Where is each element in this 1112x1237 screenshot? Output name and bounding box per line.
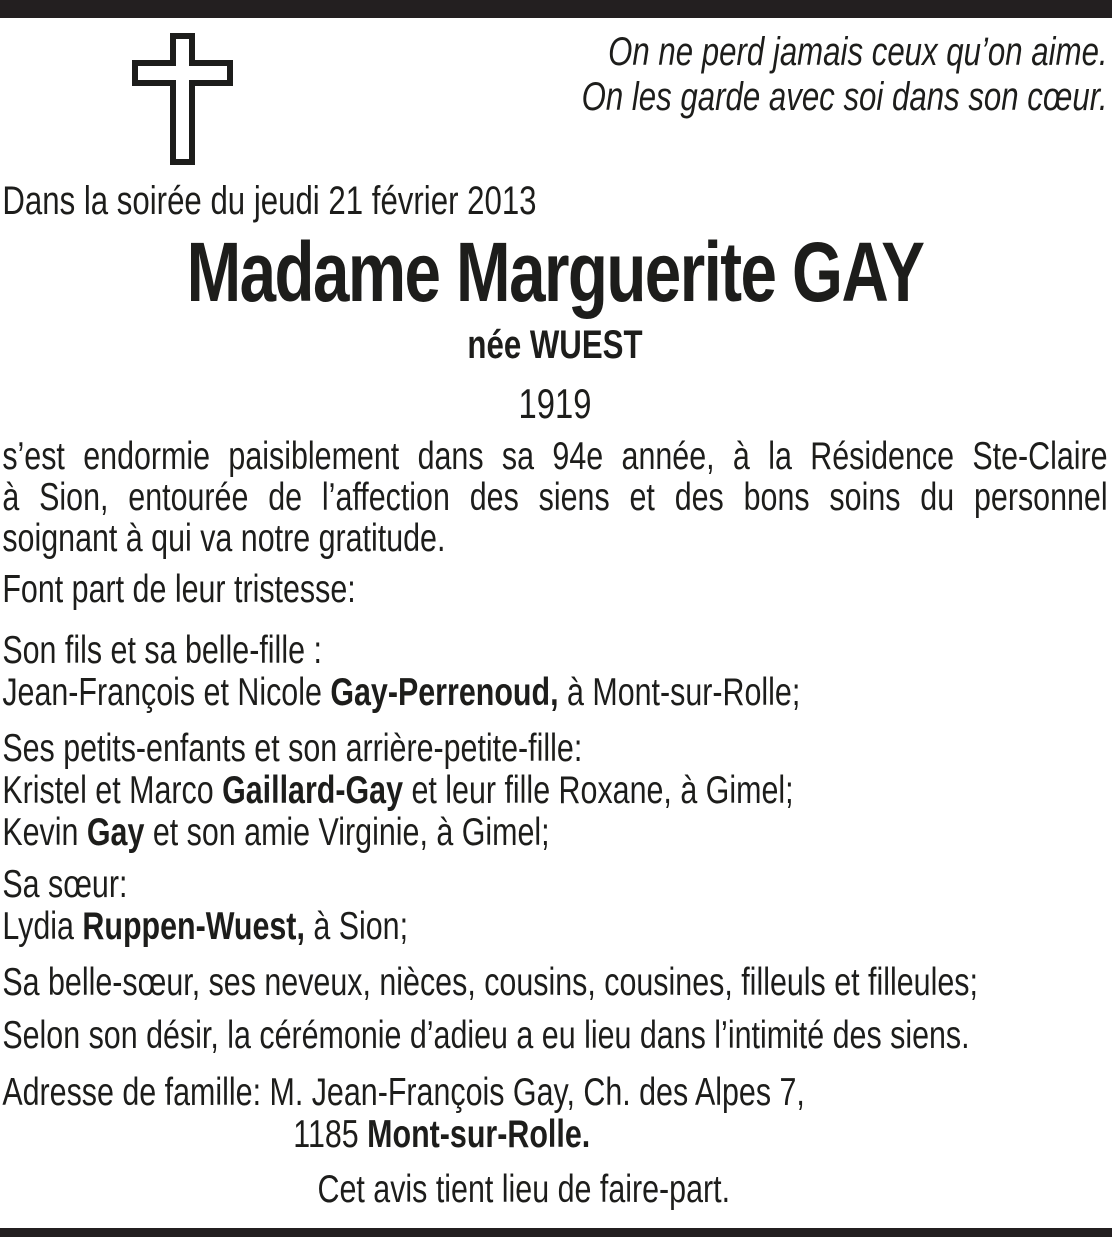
sister-names-line: Lydia Ruppen-Wuest, à Sion; xyxy=(2,905,409,948)
son-names-line: Jean-François et Nicole Gay-Perrenoud, à Mont-sur-Rolle; xyxy=(2,671,801,714)
deceased-name: Madame Marguerite GAY xyxy=(186,225,924,319)
sister-section xyxy=(2,864,1107,948)
intro-line-1: s’est endormie paisiblement dans sa 94e année, à la Résidence Ste-Claire xyxy=(2,435,1108,478)
maiden-name: née WUEST xyxy=(467,323,643,367)
bottom-border-rule xyxy=(0,1228,1112,1237)
grandchildren-heading: Ses petits-enfants et son arrière-petite-fille: xyxy=(2,727,583,770)
closing-line: Cet avis tient lieu de faire-part. xyxy=(317,1168,731,1211)
son-heading: Son fils et sa belle-fille : xyxy=(2,629,322,672)
grandchildren-line-2: Kevin Gay et son amie Virginie, à Gimel; xyxy=(2,811,550,854)
family-address-section xyxy=(2,1072,1107,1156)
death-date-line: Dans la soirée du jeudi 21 février 2013 xyxy=(2,179,537,223)
ceremony-line: Selon son désir, la cérémonie d’adieu a eu lieu dans l’intimité des siens. xyxy=(2,1014,970,1057)
grandchildren-family-name-1: Gaillard-Gay xyxy=(222,769,404,812)
sister-family-name: Ruppen-Wuest, xyxy=(82,905,305,948)
address-line-1: Adresse de famille: M. Jean-François Gay, Ch. des Alpes 7, xyxy=(2,1071,805,1114)
grandchildren-family-name-2: Gay xyxy=(86,811,145,854)
memorial-quote xyxy=(2,30,1107,120)
intro-paragraph xyxy=(2,436,1107,559)
address-town: Mont-sur-Rolle. xyxy=(367,1113,591,1156)
relatives-line: Sa belle-sœur, ses neveux, nièces, cousins, cousines, filleuls et filleules; xyxy=(2,961,978,1004)
son-section xyxy=(2,630,1107,714)
grandchildren-section xyxy=(2,728,1107,854)
son-family-name: Gay-Perrenoud, xyxy=(330,671,559,714)
sister-heading: Sa sœur: xyxy=(2,863,128,906)
announcement-line: Font part de leur tristesse: xyxy=(2,568,356,611)
quote-line-1: On ne perd jamais ceux qu’on aime. xyxy=(608,30,1108,74)
quote-line-2: On les garde avec soi dans son cœur. xyxy=(581,75,1108,119)
grandchildren-line-1: Kristel et Marco Gaillard-Gay et leur fille Roxane, à Gimel; xyxy=(2,769,794,812)
address-line-2: 1185 Mont-sur-Rolle. xyxy=(293,1113,591,1156)
birth-year: 1919 xyxy=(518,380,592,427)
intro-line-3: soignant à qui va notre gratitude. xyxy=(2,517,446,560)
intro-line-2: à Sion, entourée de l’affection des siens et des bons soins du personnel xyxy=(2,476,1108,519)
